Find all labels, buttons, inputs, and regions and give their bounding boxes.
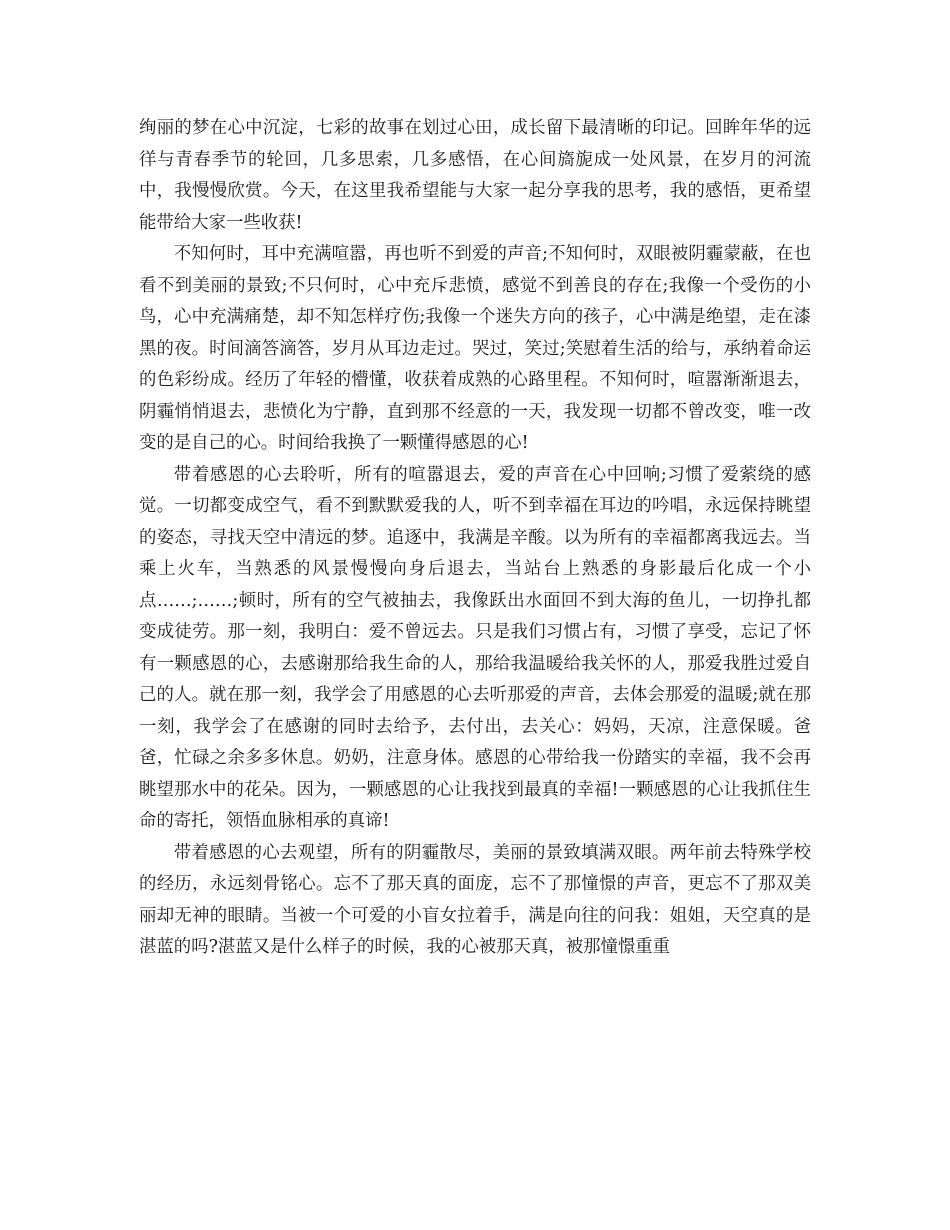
paragraph: 绚丽的梦在心中沉淀，七彩的故事在划过心田，成长留下最清晰的印记。回眸年华的远徉与青春季节的轮回，几多思索，几多感悟，在心间旖旎成一处风景，在岁月的河流中，我慢慢欣赏。今天，在这里我希望能与大家一起分享我的思考，我的感悟，更希望能带给大家一些收获! (139, 118, 811, 233)
paragraph: 不知何时，耳中充满喧嚣，再也听不到爱的声音;不知何时，双眼被阴霾蒙蔽，在也看不到美丽的景致;不只何时，心中充斥悲愤，感觉不到善良的存在;我像一个受伤的小鸟，心中充满痛楚，却不知怎样疗伤;我像一个迷失方向的孩子，心中满是绝望，走在漆黑的夜。时间滴答滴答，岁月从耳边走过。哭过，笑过;笑慰着生活的给与，承纳着命运的色彩纷成。经历了年轻的懵懂，收获着成熟的心路里程。不知何时，喧嚣渐渐退去，阴霾悄悄退去，悲愤化为宁静，直到那不经意的一天，我发现一切都不曾改变，唯一改变的是自己的心。时间给我换了一颗懂得感恩的心! (139, 244, 811, 453)
article-body (139, 113, 811, 964)
paragraph: 带着感恩的心去观望，所有的阴霾散尽，美丽的景致填满双眼。两年前去特殊学校的经历，永远刻骨铭心。忘不了那天真的面庞，忘不了那憧憬的声音，更忘不了那双美丽却无神的眼睛。当被一个可爱的小盲女拉着手，满是向往的问我：姐姐，天空真的是湛蓝的吗?湛蓝又是什么样子的时候，我的心被那天真，被那憧憬重重 (139, 842, 811, 957)
paragraph: 带着感恩的心去聆听，所有的喧嚣退去，爱的声音在心中回响;习惯了爱萦绕的感觉。一切都变成空气，看不到默默爱我的人，听不到幸福在耳边的吟唱，永远保持眺望的姿态，寻找天空中清远的梦。追逐中，我满是辛酸。以为所有的幸福都离我远去。当乘上火车，当熟悉的风景慢慢向身后退去，当站台上熟悉的身影最后化成一个小点……;……;顿时，所有的空气被抽去，我像跃出水面回不到大海的鱼儿，一切挣扎都变成徒劳。那一刻，我明白：爱不曾远去。只是我们习惯占有，习惯了享受，忘记了怀有一颗感恩的心，去感谢那给我生命的人，那给我温暖给我关怀的人，那爱我胜过爱自己的人。就在那一刻，我学会了用感恩的心去听那爱的声音，去体会那爱的温暖;就在那一刻，我学会了在感谢的同时去给予，去付出，去关心：妈妈，天凉，注意保暖。爸爸，忙碌之余多多休息。奶奶，注意身体。感恩的心带给我一份踏实的幸福，我不会再眺望那水中的花朵。因为，一颗感恩的心让我找到最真的幸福!一颗感恩的心让我抓住生命的寄托，领悟血脉相承的真谛! (139, 464, 811, 831)
